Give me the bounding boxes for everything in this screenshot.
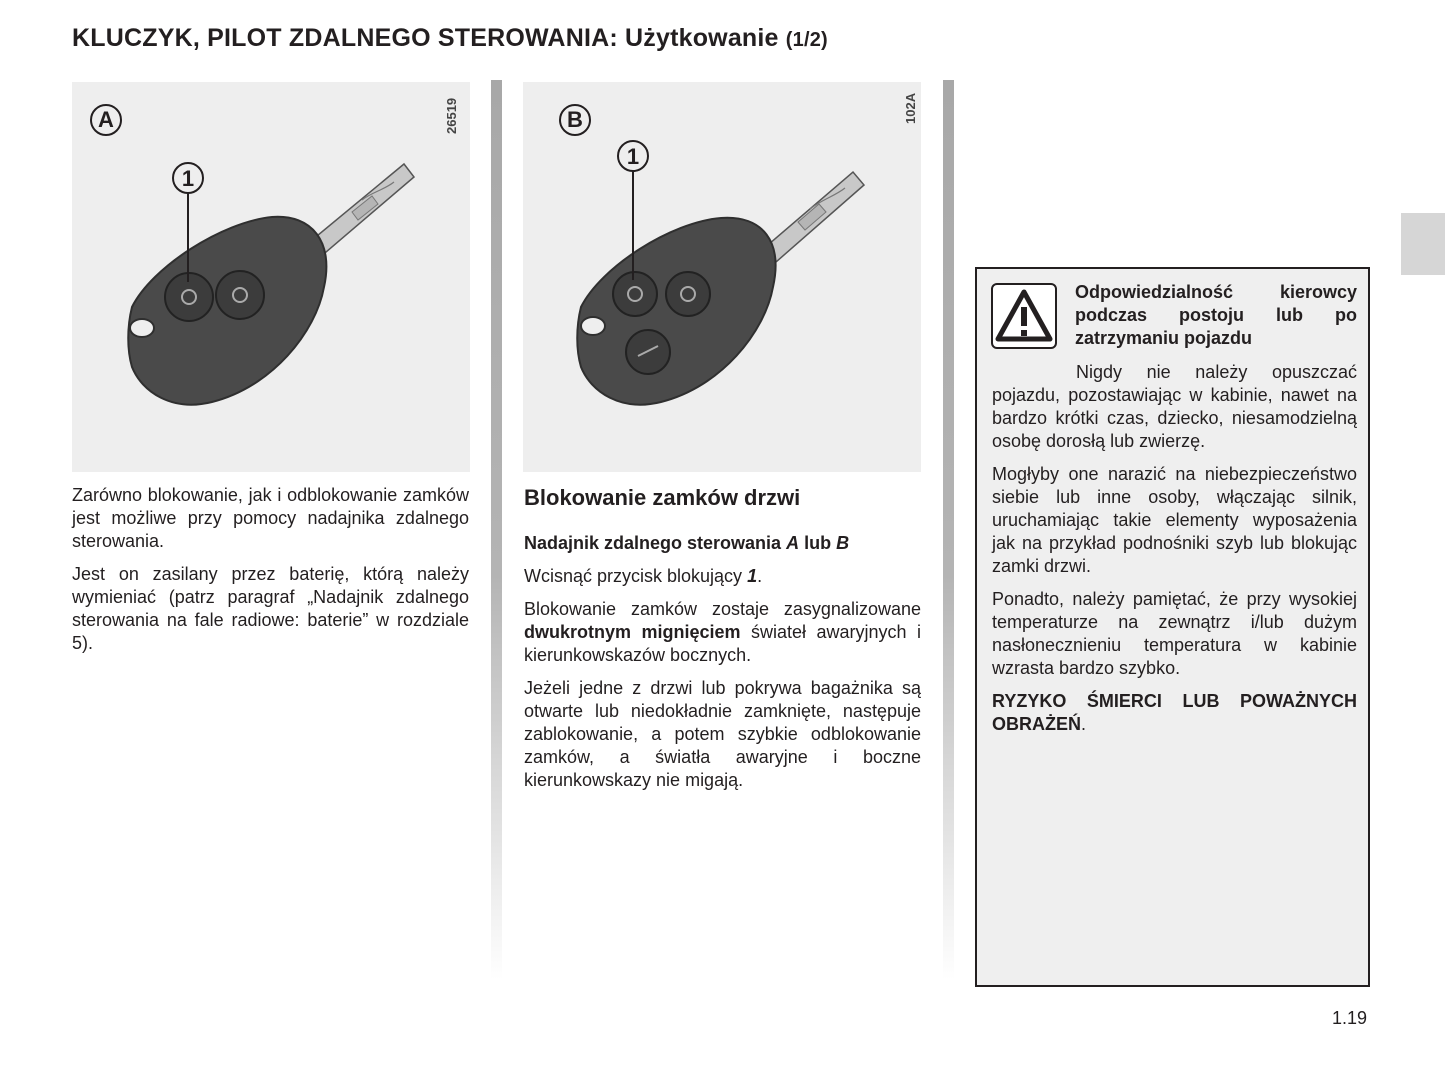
title-main: KLUCZYK, PILOT ZDALNEGO STEROWANIA: <box>72 24 626 52</box>
key-ring-hole-a <box>130 319 154 337</box>
column-separator-left <box>491 80 502 980</box>
lock-button-b <box>613 272 657 316</box>
warning-final-suffix: . <box>1081 714 1087 734</box>
press-instruction <box>524 565 921 588</box>
open-door-paragraph: Jeżeli jedne z drzwi lub pokrywa bagażnika są otwarte lub niedokładnie zamknięte, następuje zablokowanie, a potem szybkie odblokowanie zamków, a światła awaryjne i boczne kierunkowskazy nie migają. <box>524 678 921 790</box>
unlock-button-a <box>216 271 264 319</box>
press-prefix: Wcisnąć przycisk blokujący <box>524 566 748 586</box>
figure-code-b: 102A <box>903 92 918 124</box>
signal-prefix: Blokowanie zamków zostaje zasygnalizowane <box>524 599 921 619</box>
press-suffix: . <box>757 566 763 586</box>
locking-subheading <box>524 532 921 555</box>
key-illustration-b <box>523 82 921 472</box>
title-part: (1/2) <box>785 29 828 51</box>
warning-final <box>992 690 1357 736</box>
subheading-mid: lub <box>799 533 837 553</box>
warning-paragraph-2: Mogłyby one narazić na niebezpieczeństwo siebie lub inne osoby, włączając silnik, uruchamiając takie elementy wyposażenia jak na przykład podnośniki szyb lub blokując zamki drzwi. <box>992 464 1357 576</box>
warning-body <box>992 361 1357 746</box>
key-ring-hole-b <box>581 317 605 335</box>
figure-b <box>523 82 921 472</box>
warning-title: Odpowiedzialność kierowcy podczas postoju lub po zatrzymaniu pojazdu <box>1075 282 1357 348</box>
intro-text <box>72 484 469 665</box>
signal-bold: dwukrotnym mignięciem <box>524 622 741 642</box>
key-illustration-a <box>72 82 470 472</box>
warning-triangle-icon <box>991 283 1057 349</box>
figure-label-b: B <box>559 104 591 136</box>
subheading-b: B <box>836 533 850 553</box>
page-number: 1.19 <box>1332 1008 1368 1028</box>
callout-number-b: 1 <box>626 144 640 169</box>
warning-final-bold: RYZYKO ŚMIERCI LUB POWAŻNYCH OBRAŻEŃ <box>992 691 1357 734</box>
locking-text <box>524 532 921 802</box>
figure-code-a: 26519 <box>444 97 459 134</box>
signal-suffix: świateł awaryjnych i kierunkowskazów bocznych. <box>524 622 921 665</box>
warning-paragraph-3: Ponadto, należy pamiętać, że przy wysokiej temperaturze na zewnątrz i/lub dużym nasłonecznieniu temperatura w kabinie wzrasta bardzo szybko. <box>992 589 1357 678</box>
figure-label-a: A <box>90 104 122 136</box>
warning-paragraph-1: Nigdy nie należy opuszczać pojazdu, pozostawiając w kabinie, nawet na bardzo krótki czas, dziecko, niesamodzielną osobę dorosłą lub zwierzę. <box>992 362 1357 451</box>
warning-box <box>975 267 1370 987</box>
page-title <box>72 24 828 53</box>
callout-number-a: 1 <box>181 166 195 191</box>
unlock-button-b <box>666 272 710 316</box>
locking-heading: Blokowanie zamków drzwi <box>524 485 801 510</box>
subheading-a: A <box>786 533 800 553</box>
title-sub: Użytkowanie <box>625 24 786 52</box>
chapter-tab-marker <box>1401 213 1445 275</box>
column-separator-right <box>943 80 954 980</box>
signal-paragraph <box>524 598 921 667</box>
subheading-prefix: Nadajnik zdalnego sterowania <box>524 533 787 553</box>
figure-a <box>72 82 470 472</box>
press-number: 1 <box>747 566 758 586</box>
intro-paragraph-1: Zarówno blokowanie, jak i odblokowanie zamków jest możliwe przy pomocy nadajnika zdalnego sterowania. <box>72 485 469 551</box>
intro-paragraph-2: Jest on zasilany przez baterię, którą należy wymieniać (patrz paragraf „Nadajnik zdalnego sterowania na fale radiowe: baterie” w rozdziale 5). <box>72 564 469 653</box>
